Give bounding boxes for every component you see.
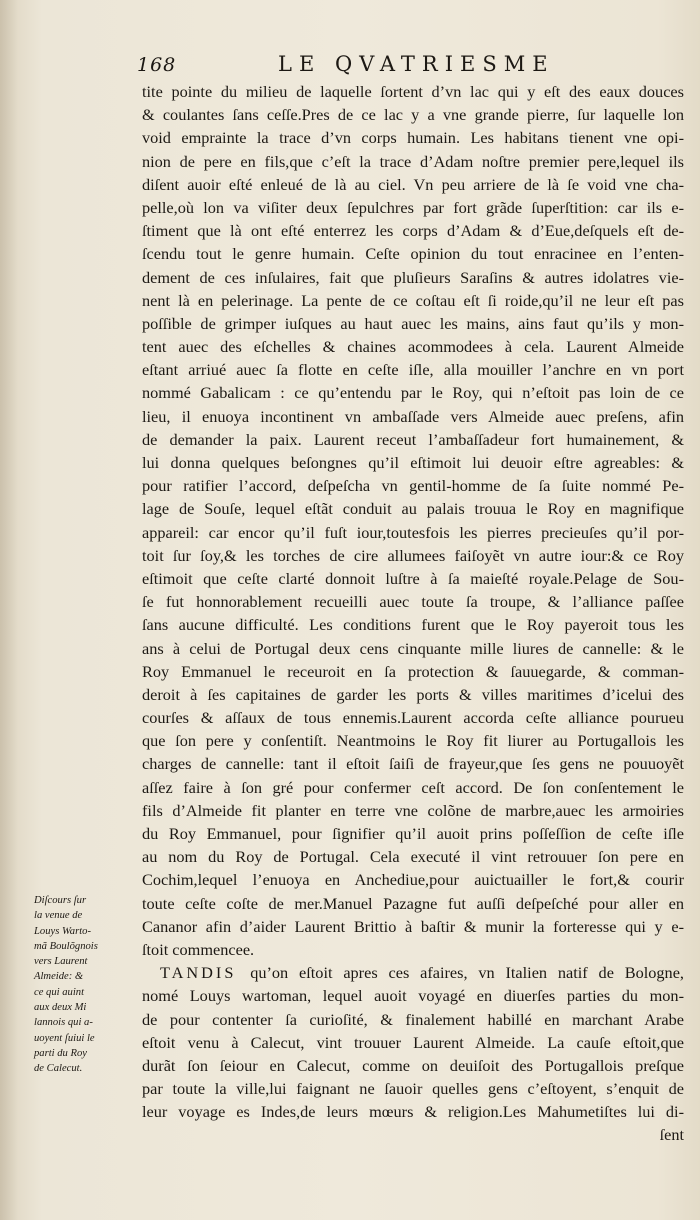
margin-note-line: parti du Roy [34, 1047, 87, 1059]
text-line: lieu, il enuoya incontinent vn ambaſſade vers Almeide auec preſens, afin [142, 406, 684, 426]
text-line: du Roy Emmanuel, pour ſignifier qu’il auoit prins poſſeſſion de ceſte iſle [142, 824, 684, 843]
text-line: ſans aucune difficulté. Les conditions furent que le Roy payeroit tous les [142, 615, 684, 635]
paragraph-lead-word: TANDIS [160, 963, 251, 983]
text-line: dement de ces inſulaires, fait que pluſieurs Saraſins & autres idolatres vie- [142, 267, 684, 287]
text-line: diſent auoir eſté enleué de là au ciel. Vn peu arriere de là ſe void vne cha- [142, 174, 684, 194]
text-line: ſcendu tout le genre humain. Ceſte opinion du tout enracinee en l’enten- [142, 244, 684, 264]
text-line: de demander la paix. Laurent receut l’ambaſſadeur fort humainement, & [142, 429, 684, 449]
text-line: toit ſur ſoy,& les torches de cire allumees faiſoyẽt vn autre iour:& ce Roy [142, 545, 684, 565]
catchword: ſent [659, 1125, 684, 1145]
margin-note-line: lannois qui a- [34, 1017, 93, 1029]
running-head: LE QVATRIESME [278, 52, 555, 76]
gutter-shadow [0, 0, 18, 1220]
text-line: ſtoit commencee. [142, 939, 255, 959]
margin-note-line: Almeide: & [34, 971, 84, 983]
text-line: de pour contenter ſa curioſité, & finalement habillé en marchant Arabe [142, 1009, 684, 1029]
text-line: pelle,où lon va viſiter deux ſepulchres par fort grãde ſuperſtition: car ils e- [142, 197, 684, 217]
text-line: ſtiment que là ont eſté enterrez les corps d’Adam & d’Eue,deſquels eſt de- [142, 221, 684, 241]
text-line: & coulantes ſans ceſſe.Pres de ce lac y a vne grande pierre, ſur laquelle lon [142, 105, 684, 125]
text-line: nomé Louys wartoman, lequel auoit voyagé en diuerſes parties du mon- [142, 986, 684, 1006]
text-line: au nom du Roy de Portugal. Cela executé il vint retrouuer ſon pere en [142, 847, 684, 867]
text-line [142, 961, 684, 984]
text-line: deroit à ſes capitaines de garder les ports & villes maritimes d’icelui des [142, 684, 684, 704]
margin-note-line: uoyent ſuiui le [34, 1032, 95, 1044]
margin-note-line: Louys Warto- [34, 925, 91, 937]
text-line: ſe fut honnorablement recueilli auec toute ſa troupe, & l’alliance paſſee [142, 592, 684, 612]
margin-note-line: de Calecut. [34, 1063, 83, 1075]
text-line: lage de Souſe, lequel eſtãt conduit au palais trouua le Roy en magnifique [142, 499, 684, 519]
text-line: Cananor afin d’aider Laurent Brittio à baſtir & munir la forteresse qui y e- [142, 916, 684, 936]
text-line: appareil: car encor qu’il fuſt iour,toutesfois les pierres precieuſes qu’il por- [142, 522, 684, 542]
margin-note-line: Diſcours ſur [34, 895, 87, 906]
text-line: par toute la ville,lui faignant ne ſauoir quelles gens c’eſtoyent, s’enquit de [142, 1079, 684, 1099]
text-line: nommé Gabalicam : ce qu’entendu par le Roy, qui n’eſtoit pas loin de ce [142, 383, 684, 403]
text-line: poſſible de grimper iuſques au haut auec les mains, ains faut qu’ils y mon- [142, 313, 684, 333]
text-line: durãt ſon ſeiour en Calecut, comme on deuiſoit des Portugallois preſque [142, 1055, 684, 1075]
text-line: nion de pere en fils,que c’eſt la trace d’Adam noſtre premier pere,lequel ils [142, 151, 684, 171]
text-line: pour ratifier l’accord, deſpeſcha vn gentil-homme de ſa ſuite nommé Pe- [142, 476, 684, 496]
page-number: 168 [137, 54, 177, 76]
text-line: courſes & aſſaux de tous ennemis.Laurent accorda ceſte alliance pourueu [142, 708, 684, 728]
text-line: eſtimoit que ceſte clarté donnoit luſtre à ſa maieſté royale.Pelage de Sou- [142, 568, 684, 588]
page-header [0, 52, 700, 82]
margin-note-line: ce qui auint [34, 986, 85, 998]
text-line: Roy Emmanuel le receuroit en ſa protection & ſauuegarde, & comman- [142, 661, 684, 681]
margin-note [34, 893, 140, 1077]
margin-note-line: aux deux Mi [34, 1002, 87, 1014]
text-line: eſtoit venu à Calecut, vint trouuer Laurent Almeide. La cauſe eſtoit,que [142, 1032, 684, 1052]
text-line: void emprainte la trace d’vn corps humain. Les habitans tienent vne opi- [142, 128, 684, 148]
margin-note-line: vers Laurent [34, 956, 88, 968]
text-line: tite pointe du milieu de laquelle ſortent d’vn lac qui y eſt des eaux douces [142, 82, 684, 101]
text-line: nent là en pelerinage. La pente de ce coſtau eſt ſi roide,qu’il ne leur eſt pas [142, 290, 684, 310]
text-line: toute ceſte coſte de mer.Manuel Pazagne fut auſſi deſpeſché pour aller en [142, 893, 684, 913]
text-line: eſtant arriué auec ſa flotte en ceſte iſle, alla mouiller l’anchre en vn port [142, 360, 684, 380]
text-line-rest: qu’on eſtoit apres ces afaires, vn Italien natif de Bologne, [250, 963, 684, 983]
margin-note-line: la venue de [34, 910, 83, 922]
main-text [142, 80, 684, 1147]
text-line: ans à celui de Portugal deux cens cinquante mille liures de cannelle: & le [142, 638, 684, 658]
text-line: Cochim,lequel l’enuoya en Anchediue,pour auictuailler le fort,& courir [142, 870, 684, 890]
text-line: que ſon pere y conſentiſt. Neantmoins le Roy fit liurer au Portugallois les [142, 731, 684, 751]
text-line: leur voyage es Indes,de leurs mœurs & religion.Les Mahumetiſtes lui di- [142, 1102, 684, 1122]
text-line: lui donna quelques beſongnes qu’il eſtimoit lui deuoir eſtre agreables: & [142, 453, 684, 472]
text-line: aſſez faire à ſon gré pour confermer ceſt accord. De ſon conſentement le [142, 777, 684, 797]
text-line: charges de cannelle: tant il eſtoit ſaiſi de frayeur,que ſes gens ne pouuoyẽt [142, 754, 684, 774]
text-line: tent auec des eſchelles & chaines acommodees à cela. Laurent Almeide [142, 337, 684, 357]
margin-note-line: mã Boulõgnois [34, 940, 98, 952]
text-line: fils d’Almeide fit planter en terre vne colõne de marbre,auec les armoiries [142, 800, 684, 820]
